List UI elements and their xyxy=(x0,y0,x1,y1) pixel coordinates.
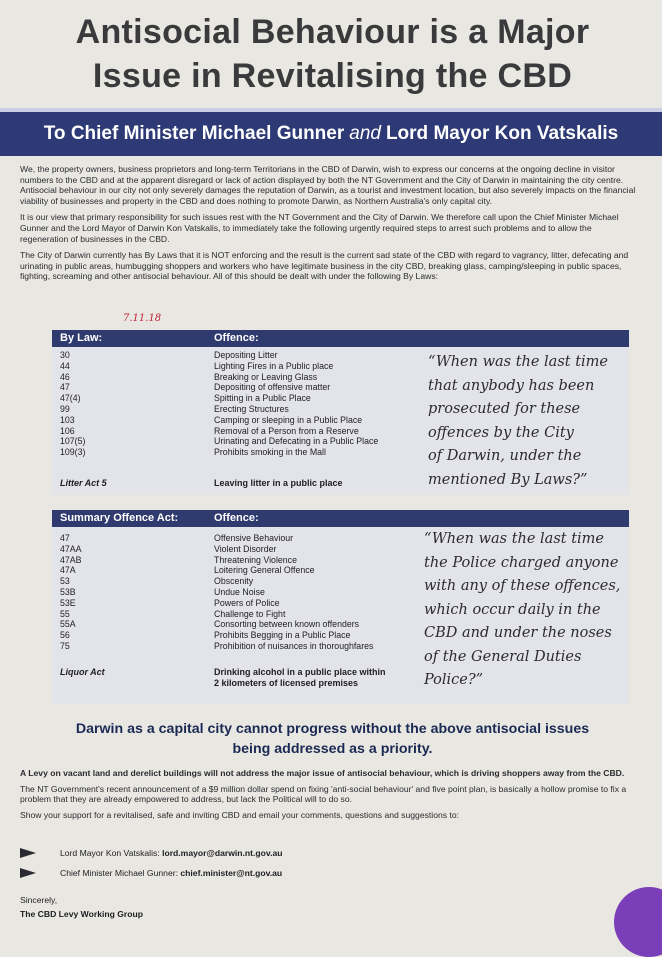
row-code: 55A xyxy=(60,619,76,630)
row-code: 107(5) xyxy=(60,436,86,447)
quote-line: mentioned By Laws?” xyxy=(428,471,588,488)
quote-line: the Police charged anyone xyxy=(424,554,619,571)
signoff-group: The CBD Levy Working Group xyxy=(20,909,144,919)
banner-suffix: Lord Mayor Kon Vatskalis xyxy=(385,123,619,144)
table-row xyxy=(52,447,392,458)
row-code: 47A xyxy=(60,565,76,576)
contact-email-link[interactable]: chief.minister@nt.gov.au xyxy=(180,868,283,878)
row-offence: Consorting between known offenders xyxy=(214,619,360,630)
table-row xyxy=(52,619,392,630)
bylaw-quote xyxy=(428,351,608,492)
row-code: 30 xyxy=(60,350,70,360)
row-offence: Loitering General Offence xyxy=(214,565,315,576)
contact-text xyxy=(60,868,282,878)
row-offence: Obscenity xyxy=(214,576,254,587)
quote-line: offences by the City xyxy=(428,424,574,441)
quote-line: of Darwin, under the xyxy=(428,448,582,464)
row-code: 106 xyxy=(60,425,75,436)
row-code: 47(4) xyxy=(60,393,81,404)
liquor-act-offence-line-2: 2 kilometers of licensed premises xyxy=(214,678,359,688)
secondary-headline-line-1: Darwin as a capital city cannot progress without the above antisocial issues xyxy=(75,721,590,737)
arrow-icon xyxy=(20,868,36,878)
row-code: 53B xyxy=(60,586,76,597)
row-code: 47 xyxy=(60,533,70,543)
table-row xyxy=(52,426,392,437)
intro-paragraph-3: The City of Darwin currently has By Laws that it is NOT enforcing and the result is the current sad state of the CBD with regard to vagrancy, litter, defecating and urinating in public areas, humbugging shoppers and workers who have legitimate business in the city CBD, breaking glass, camping/sleeping in public spaces, fighting, screaming and other antisocial behaviour. All of this should be dealt with under the following By Laws: xyxy=(20,250,629,282)
table-row xyxy=(52,555,392,566)
closing-text xyxy=(20,768,640,825)
quote-line: “When was the last time xyxy=(428,354,609,370)
quote-line: with any of these offences, xyxy=(424,578,621,594)
bylaw-rows xyxy=(52,350,392,458)
bylaw-offence-col-header: Offence: xyxy=(214,332,259,344)
row-offence: Removal of a Person from a Reserve xyxy=(214,425,359,436)
handwritten-date: 7.11.18 xyxy=(123,313,162,324)
quote-line: which occur daily in the xyxy=(424,601,601,618)
table-row xyxy=(52,382,392,393)
signoff-sincerely: Sincerely, xyxy=(20,895,58,905)
bylaw-col-header: By Law: xyxy=(60,332,103,344)
secondary-headline xyxy=(20,719,645,759)
quote-line: Police?” xyxy=(424,672,484,688)
intro-paragraph-2: It is our view that primary responsibility for such issues rest with the NT Government and the City of Darwin. We therefore call upon the Chief Minister Michael Gunner and the Lord Mayor of Darwin Kon Vatskalis, to immediately take the following urgently required steps to arrest such problems and to allow the regeneration of businesses in the CBD. xyxy=(20,212,619,244)
levy-paragraph: A Levy on vacant land and derelict buildings will not address the major issue of antisocial behaviour, which is driving shoppers away from the CBD. xyxy=(20,768,625,778)
summary-rows xyxy=(52,533,392,652)
support-paragraph: Show your support for a revitalised, safe and inviting CBD and email your comments, questions and suggestions to: xyxy=(20,809,459,820)
liquor-act-offence-line-1: Drinking alcohol in a public place within xyxy=(214,667,386,677)
summary-table-body xyxy=(52,527,629,704)
row-offence: Urinating and Defecating in a Public Place xyxy=(214,436,379,447)
summary-col-header: Summary Offence Act: xyxy=(60,512,179,524)
table-row xyxy=(52,544,392,555)
row-offence: Challenge to Fight xyxy=(214,608,286,619)
row-code: 47 xyxy=(60,382,70,393)
row-code: 47AB xyxy=(60,554,82,565)
summary-table-header xyxy=(52,510,629,527)
quote-line: that anybody has been xyxy=(428,377,595,394)
row-offence: Breaking or Leaving Glass xyxy=(214,371,318,382)
row-offence: Depositing Litter xyxy=(214,350,278,360)
banner-prefix: To Chief Minister Michael Gunner xyxy=(43,123,345,144)
row-code: 103 xyxy=(60,414,75,425)
row-code: 99 xyxy=(60,403,70,414)
quote-line: prosecuted for these xyxy=(428,401,581,417)
table-row xyxy=(52,630,392,641)
table-row xyxy=(52,372,392,383)
table-row xyxy=(52,415,392,426)
row-offence: Lighting Fires in a Public place xyxy=(214,360,334,371)
intro-paragraph-1: We, the property owners, business proprietors and long-term Territorians in the CBD of Darwin, wish to express our concerns at the ongoing decline in visitor numbers to the CBD and at the apparent disregard or lack of action displayed by both the NT Government and the City of Darwin in maintaining the city centre. Antisocial behaviour in our city not only severely damages the reputation of Darwin, as a tourist and investment location, but also severely impacts on the financial viability of businesses and property in the CBD and does nothing to promote Darwin, as Northern Australia's only capital city. xyxy=(20,164,636,206)
row-offence: Undue Noise xyxy=(214,586,265,597)
row-code: 53 xyxy=(60,576,70,587)
table-row xyxy=(52,576,392,587)
intro-text xyxy=(20,164,640,288)
table-row xyxy=(52,361,392,372)
row-offence: Erecting Structures xyxy=(214,403,289,414)
table-row xyxy=(52,350,392,361)
contact-label: Lord Mayor Kon Vatskalis: xyxy=(60,848,160,858)
table-row xyxy=(52,533,392,544)
row-offence: Prohibition of nuisances in thoroughfares xyxy=(214,640,374,651)
quote-line: “When was the last time xyxy=(424,531,605,547)
headline-line-2: Issue in Revitalising the CBD xyxy=(92,57,573,95)
addressee-banner xyxy=(0,108,662,156)
government-paragraph: The NT Government's recent announcement of a $9 million dollar spend on fixing 'anti-social behaviour' and five point plan, is basically a hollow promise to fix a problem that they are already empowered to address, but lack the Political will to do so. xyxy=(20,783,627,805)
arrow-icon xyxy=(20,848,36,858)
quote-line: CBD and under the noses xyxy=(424,625,612,641)
table-row xyxy=(52,641,392,652)
table-row xyxy=(52,587,392,598)
row-code: 56 xyxy=(60,630,70,641)
row-code: 46 xyxy=(60,371,70,382)
liquor-act-offence xyxy=(214,667,386,689)
contact-label: Chief Minister Michael Gunner: xyxy=(60,868,178,878)
table-row xyxy=(52,436,392,447)
headline xyxy=(10,10,655,98)
summary-quote xyxy=(424,528,620,693)
bylaw-table-header xyxy=(52,330,629,347)
row-offence: Spitting in a Public Place xyxy=(214,393,311,404)
quote-line: of the General Duties xyxy=(424,648,582,665)
contact-text xyxy=(60,848,283,858)
headline-line-1: Antisocial Behaviour is a Major xyxy=(75,13,590,51)
row-offence: Violent Disorder xyxy=(214,543,277,554)
row-code: 109(3) xyxy=(60,447,86,458)
banner-connector: and xyxy=(349,123,381,144)
row-code: 44 xyxy=(60,360,70,371)
row-offence: Camping or sleeping in a Public Place xyxy=(214,414,363,425)
purple-sticker xyxy=(614,887,662,957)
row-offence: Prohibits smoking in the Mall xyxy=(214,447,326,458)
row-offence: Depositing of offensive matter xyxy=(214,382,331,393)
contact-email-link[interactable]: lord.mayor@darwin.nt.gov.au xyxy=(162,848,283,858)
table-row xyxy=(52,609,392,620)
liquor-act-code: Liquor Act xyxy=(60,667,105,677)
row-offence: Powers of Police xyxy=(214,597,280,608)
litter-act-offence: Leaving litter in a public place xyxy=(214,478,343,488)
row-code: 75 xyxy=(60,640,70,651)
litter-act-code: Litter Act 5 xyxy=(60,478,107,488)
bylaw-table-body xyxy=(52,347,629,495)
row-code: 55 xyxy=(60,608,70,619)
table-row xyxy=(52,404,392,415)
row-offence: Prohibits Begging in a Public Place xyxy=(214,630,351,641)
row-code: 47AA xyxy=(60,543,82,554)
table-row xyxy=(52,565,392,576)
summary-offence-col-header: Offence: xyxy=(214,512,259,524)
secondary-headline-line-2: being addressed as a priority. xyxy=(232,741,433,757)
row-offence: Threatening Violence xyxy=(214,554,297,565)
row-offence: Offensive Behaviour xyxy=(214,533,294,543)
table-row xyxy=(52,393,392,404)
table-row xyxy=(52,598,392,609)
row-code: 53E xyxy=(60,597,76,608)
